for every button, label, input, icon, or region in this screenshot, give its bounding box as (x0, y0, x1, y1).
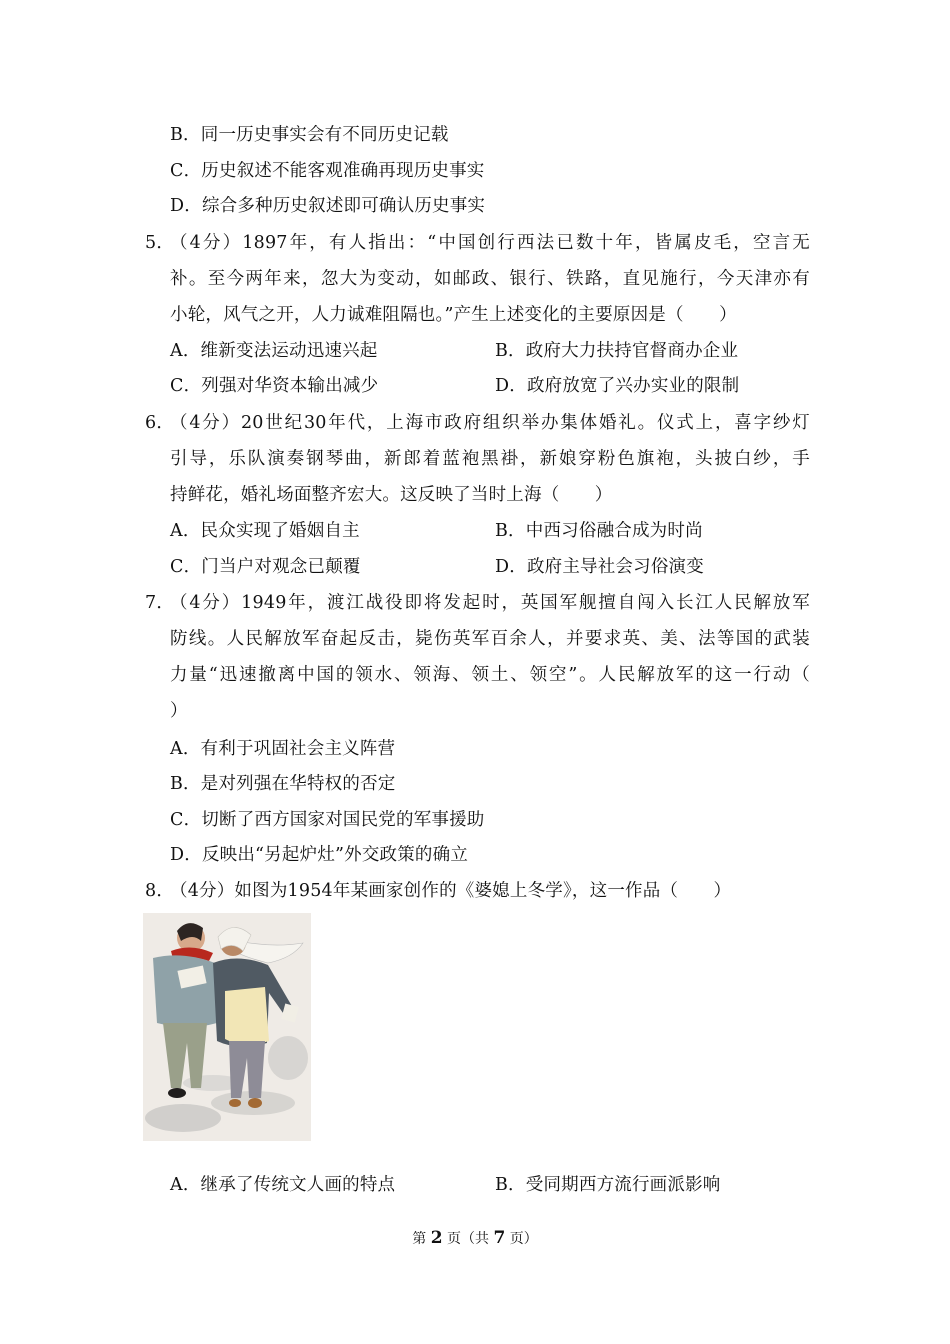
total-page-count: 7 (493, 1228, 506, 1248)
option-letter: C． (170, 376, 202, 396)
q6-option-a (170, 520, 360, 542)
question-number: 7． (145, 593, 175, 613)
option-text: 政府放宽了兴办实业的限制 (526, 376, 740, 396)
option-letter: A． (170, 739, 201, 759)
q6-option-d (495, 556, 704, 578)
option-text: 继承了传统文人画的特点 (200, 1175, 396, 1195)
question-number: 6． (145, 413, 175, 433)
option-letter: D． (170, 196, 202, 216)
option-letter: A． (170, 341, 201, 361)
option-letter: D． (495, 376, 527, 396)
option-text: 民众实现了婚姻自主 (200, 521, 360, 541)
q8-option-a (170, 1174, 395, 1196)
option-text: 政府大力扶持官督商办企业 (525, 341, 739, 361)
option-letter: B． (495, 341, 526, 361)
option-letter: C． (170, 161, 202, 181)
option-text: 历史叙述不能客观准确再现历史事实 (201, 161, 485, 181)
question-text-line: 持鲜花，婚礼场面整齐宏大。这反映了当时上海（ ） (170, 485, 613, 505)
question-text-line: （4分）1949年，渡江战役即将发起时，英国军舰擅自闯入长江人民解放军 (170, 593, 810, 613)
q7-option-c (170, 809, 485, 831)
footer-suffix: 页） (509, 1231, 538, 1247)
question-text-line: 力量“迅速撤离中国的领水、领海、领土、领空”。人民解放军的这一行动（ (170, 665, 810, 685)
option-text: 门当户对观念已颠覆 (201, 557, 361, 577)
q6-option-b (495, 520, 703, 542)
option-text: 同一历史事实会有不同历史记载 (200, 125, 449, 145)
q7-option-a (170, 738, 395, 760)
question-text-line: 补。至今两年来，忽大为变动，如邮政、银行、铁路，直见施行，今天津亦有 (170, 269, 810, 289)
q4-option-b (170, 124, 449, 146)
option-text: 切断了西方国家对国民党的军事援助 (201, 810, 485, 830)
option-letter: D． (170, 845, 202, 865)
option-letter: B． (170, 774, 201, 794)
question-number: 8． (145, 881, 175, 901)
q5-option-b (495, 340, 738, 362)
question-text-line: 引导，乐队演奏钢琴曲，新郎着蓝袍黑褂，新娘穿粉色旗袍，头披白纱，手 (170, 449, 810, 469)
option-letter: B． (495, 1175, 526, 1195)
question-number: 5． (145, 233, 175, 253)
option-text: 反映出“另起炉灶”外交政策的确立 (201, 845, 469, 865)
option-letter: B． (170, 125, 201, 145)
q7-option-d (170, 844, 468, 866)
footer-prefix: 第 (412, 1231, 427, 1247)
option-letter: A． (170, 521, 201, 541)
option-text: 是对列强在华特权的否定 (200, 774, 396, 794)
option-text: 综合多种历史叙述即可确认历史事实 (201, 196, 486, 216)
option-text: 受同期西方流行画派影响 (525, 1175, 721, 1195)
option-letter: A． (170, 1175, 201, 1195)
question-text-line: （4分）如图为1954年某画家创作的《婆媳上冬学》，这一作品（ ） (170, 881, 732, 901)
question-text-line: 防线。人民解放军奋起反击，毙伤英军百余人，并要求英、美、法等国的武装 (170, 629, 810, 649)
option-text: 有利于巩固社会主义阵营 (200, 739, 396, 759)
q5-option-c (170, 375, 378, 397)
question-text-line: 小轮，风气之开，人力诚难阻隔也。”产生上述变化的主要原因是（ ） (170, 305, 737, 325)
option-text: 中西习俗融合成为时尚 (525, 521, 703, 541)
option-text: 列强对华资本输出减少 (201, 376, 379, 396)
q4-option-c (170, 160, 485, 182)
q7-option-b (170, 773, 395, 795)
painting-image (143, 913, 311, 1141)
current-page-number: 2 (430, 1228, 443, 1248)
question-text-line: ） (170, 701, 188, 721)
q8-option-b (495, 1174, 720, 1196)
q5-option-d (495, 375, 739, 397)
option-letter: B． (495, 521, 526, 541)
question-text-line: （4分）20世纪30年代，上海市政府组织举办集体婚礼。仪式上，喜字纱灯 (170, 413, 810, 433)
option-text: 维新变法运动迅速兴起 (200, 341, 378, 361)
q5-option-a (170, 340, 378, 362)
q6-option-c (170, 556, 361, 578)
footer-middle: 页（共 (447, 1231, 489, 1247)
painting-figure (143, 913, 311, 1141)
option-letter: D． (495, 557, 527, 577)
option-text: 政府主导社会习俗演变 (526, 557, 704, 577)
q4-option-d (170, 195, 485, 217)
option-letter: C． (170, 557, 202, 577)
option-letter: C． (170, 810, 202, 830)
question-text-line: （4分）1897年，有人指出：“中国创行西法已数十年，皆属皮毛，空言无 (170, 233, 810, 253)
page-footer (0, 1228, 950, 1249)
